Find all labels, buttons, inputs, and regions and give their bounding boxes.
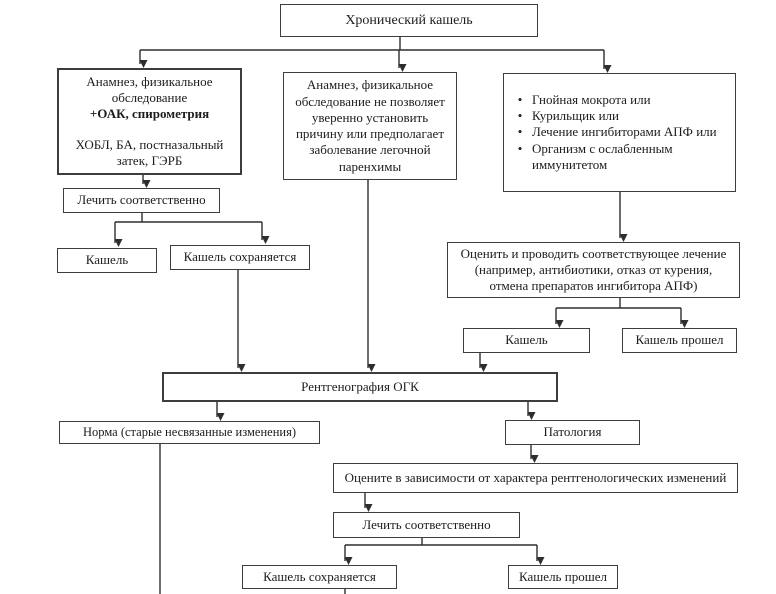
- node-cough-resolved-right: Кашель прошел: [622, 328, 737, 353]
- bullet-icon: •: [517, 140, 523, 156]
- risk-factor-item: • Курильщик или: [508, 108, 727, 124]
- bullet-icon: •: [517, 108, 523, 124]
- bullet-icon: •: [517, 124, 523, 140]
- node-chronic-cough: Хронический кашель: [280, 4, 538, 37]
- node-cough-resolved-bottom: Кашель прошел: [508, 565, 618, 589]
- node-chest-xray: Рентгенография ОГК: [162, 372, 558, 402]
- node-evaluate-and-treat: Оценить и проводить соответствующее лечение (например, антибиотики, отказ от курения, отмена препаратов ингибитора АПФ): [447, 242, 740, 298]
- node-left-assessment: [57, 68, 242, 175]
- node-risk-factors: [503, 73, 736, 192]
- node-cough-persists-bottom: Кашель сохраняется: [242, 565, 397, 589]
- risk-factor-item: • Гнойная мокрота или: [508, 92, 727, 108]
- node-pathology: Патология: [505, 420, 640, 445]
- bullet-icon: •: [517, 91, 523, 107]
- node-treat-accordingly-left: Лечить соответственно: [63, 188, 220, 213]
- node-treat-accordingly-bottom: Лечить соответственно: [333, 512, 520, 538]
- node-cough-left: Кашель: [57, 248, 157, 273]
- node-cough-persists-left: Кашель сохраняется: [170, 245, 310, 270]
- left-assessment-line1: Анамнез, физикальное обследование: [86, 73, 213, 106]
- left-assessment-line2: +ОАК, спирометрия: [89, 106, 210, 122]
- node-normal: Норма (старые несвязанные изменения): [59, 421, 320, 444]
- node-cough-right: Кашель: [463, 328, 590, 353]
- risk-factor-item: • Лечение ингибиторами АПФ или: [508, 124, 727, 140]
- left-assessment-line3: ХОБЛ, БА, постназальный затек, ГЭРБ: [75, 136, 224, 168]
- node-middle-assessment: Анамнез, физикальное обследование не позволяет уверенно установить причину или предполагает заболевание легочной паренхимы: [283, 72, 457, 180]
- node-evaluate-xray-changes: Оцените в зависимости от характера рентгенологических изменений: [333, 463, 738, 493]
- risk-factor-item: • Организм с ослабленным иммунитетом: [508, 141, 727, 174]
